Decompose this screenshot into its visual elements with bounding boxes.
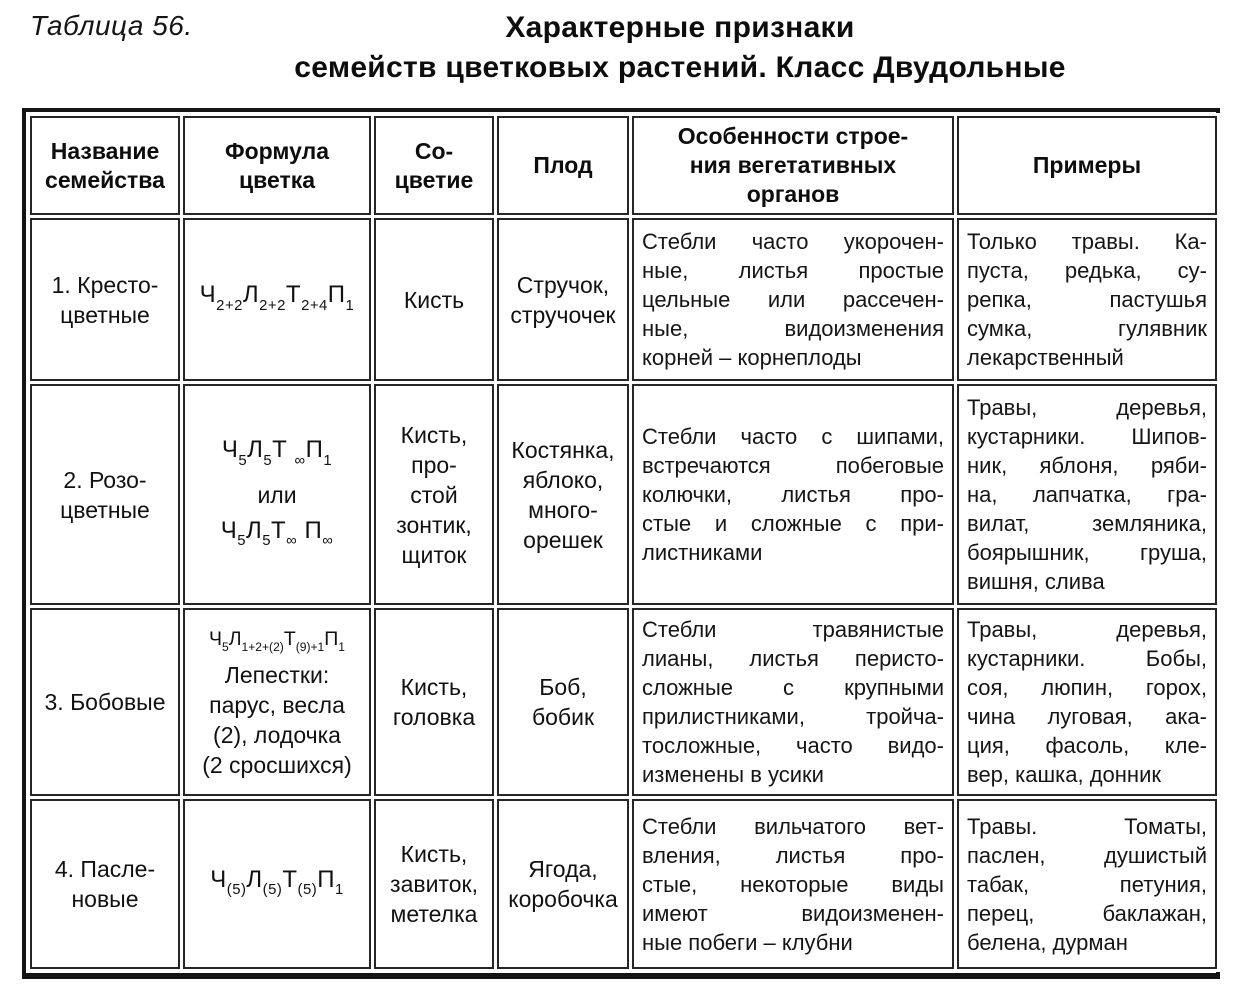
header-line: Плод	[533, 152, 593, 178]
cell-features-3	[632, 608, 954, 796]
header-line: органов	[746, 181, 840, 207]
cell-inflorescence-1	[374, 218, 494, 381]
family-line: 1. Кресто-	[51, 271, 159, 298]
cell-family-4	[30, 799, 180, 969]
features-line: цельные или рассечен-	[642, 287, 944, 312]
fruit-line: много-	[528, 496, 598, 523]
formula-line: или	[257, 481, 297, 508]
page-title-line1: Характерные признаки	[505, 11, 855, 44]
features-line: Стебли вильчатого вет-	[642, 813, 944, 839]
features-line: встречаются побеговые	[642, 453, 944, 478]
title-area	[0, 0, 1250, 104]
examples-line: чина луговая, ака-	[967, 704, 1207, 729]
header-line: семейства	[45, 166, 165, 193]
features-line: ные, листья простые	[642, 258, 944, 283]
fruit-line: орешек	[523, 526, 603, 553]
header-line: цветка	[238, 166, 316, 193]
examples-line: вилат, земляника,	[967, 511, 1207, 536]
cell-formula-4	[183, 799, 371, 969]
cell-examples-1	[957, 218, 1217, 381]
cell-features-2	[632, 384, 954, 605]
formula-line: $Ч_5Л_5Т_\infty$ $П_\infty$	[220, 516, 334, 550]
examples-line: паслен, душистый	[967, 842, 1207, 868]
fruit-line: стручочек	[510, 301, 616, 328]
examples-line: ция, фасоль, кле-	[967, 733, 1207, 758]
fruit-line: Стручок,	[516, 271, 610, 298]
examples-line: вишня, слива	[967, 569, 1105, 594]
examples-line: боярышник, груша,	[967, 540, 1207, 565]
features-line: корней – корнеплоды	[642, 345, 862, 370]
features-line: стые, некоторые виды	[642, 871, 944, 897]
table-header	[30, 116, 1217, 215]
features-line: Стебли часто с шипами,	[642, 424, 944, 449]
examples-line: Травы. Томаты,	[967, 813, 1207, 839]
column-header-fruit	[497, 116, 629, 215]
cell-examples-3	[957, 608, 1217, 796]
table-number-label: Таблица 56.	[30, 10, 193, 41]
examples-line: кустарники. Бобы,	[967, 646, 1207, 671]
header-line: Особенности строе-	[677, 123, 909, 149]
features-line: тосложные, часто видо-	[642, 733, 944, 758]
features-line: Стебли травянистые	[642, 617, 944, 642]
cell-inflorescence-4	[374, 799, 494, 969]
cell-inflorescence-3	[374, 608, 494, 796]
header-line: цветие	[394, 166, 474, 193]
header-line: Примеры	[1032, 152, 1142, 178]
header-line: Название	[50, 137, 160, 164]
formula-line: Лепестки:	[224, 662, 330, 689]
features-line: Стебли часто укорочен-	[642, 229, 944, 254]
cell-fruit-4	[497, 799, 629, 969]
column-header-inflorescence	[374, 116, 494, 215]
family-line: цветные	[60, 301, 150, 328]
family-line: новые	[71, 886, 139, 912]
examples-line: Травы, деревья,	[967, 395, 1207, 420]
examples-line: ник, яблоня, ряби-	[967, 453, 1207, 478]
formula-line: (2 сросшихся)	[202, 752, 352, 779]
formula-line: (2), лодочка	[213, 722, 341, 749]
formula-line: парус, весла	[209, 692, 345, 719]
inflorescence-line: Кисть,	[400, 674, 468, 700]
features-line: ные, видоизменения	[642, 316, 944, 341]
cell-features-1	[632, 218, 954, 381]
cell-family-2	[30, 384, 180, 605]
inflorescence-line: зонтик,	[396, 511, 472, 538]
cell-fruit-3	[497, 608, 629, 796]
inflorescence-line: головка	[392, 704, 476, 730]
inflorescence-line: про-	[411, 451, 457, 478]
inflorescence-line: щиток	[401, 541, 467, 568]
features-line: лианы, листья перисто-	[642, 646, 944, 671]
formula-line: $Ч_{(5)}Л_{(5)}Т_{(5)}П_1$	[210, 865, 344, 899]
examples-line: вер, кашка, донник	[967, 762, 1161, 787]
family-line: цветные	[60, 496, 150, 523]
examples-line: сумка, гулявник	[967, 316, 1207, 341]
column-header-features	[632, 116, 954, 215]
cell-formula-3	[183, 608, 371, 796]
examples-line: Травы, деревья,	[967, 617, 1207, 642]
header-row	[30, 116, 1217, 215]
table-row-3	[30, 608, 1217, 796]
cell-inflorescence-2	[374, 384, 494, 605]
table-outer-border	[22, 108, 1220, 979]
features-line: ные побеги – клубни	[642, 929, 853, 955]
inflorescence-line: Кисть	[403, 286, 465, 313]
table-row-2	[30, 384, 1217, 605]
features-line: прилистниками, тройча-	[642, 704, 944, 729]
features-line: колючки, листья про-	[642, 482, 944, 507]
features-line: сложные с крупными	[642, 675, 944, 700]
inflorescence-line: Кисть,	[400, 841, 468, 867]
cell-formula-1	[183, 218, 371, 381]
cell-formula-2	[183, 384, 371, 605]
examples-line: табак, петуния,	[967, 871, 1207, 897]
inflorescence-line: метелка	[390, 901, 478, 927]
header-line: Со-	[414, 137, 454, 164]
inflorescence-line: стой	[410, 481, 458, 508]
families-table	[27, 113, 1220, 972]
formula-line: $Ч_5Л_{1+2+(2)}Т_{(9)+1}П_1$	[208, 627, 346, 655]
column-header-examples	[957, 116, 1217, 215]
formula-line: $Ч_5Л_5Т$ $_\infty П_1$	[221, 435, 333, 469]
table-body	[30, 218, 1217, 969]
examples-line: Только травы. Ка-	[967, 229, 1207, 254]
cell-examples-2	[957, 384, 1217, 605]
features-line: листниками	[642, 540, 763, 565]
cell-examples-4	[957, 799, 1217, 969]
cell-family-3	[30, 608, 180, 796]
examples-line: перец, баклажан,	[967, 900, 1207, 926]
family-line: 3. Бобовые	[44, 689, 166, 715]
fruit-line: бобик	[531, 704, 595, 730]
examples-line: на, лапчатка, гра-	[967, 482, 1207, 507]
fruit-line: коробочка	[508, 886, 618, 912]
header-line: ния вегетативных	[689, 152, 897, 178]
examples-line: пуста, редька, су-	[967, 258, 1207, 283]
family-line: 2. Розо-	[63, 466, 147, 493]
features-line: изменены в усики	[642, 762, 824, 787]
cell-family-1	[30, 218, 180, 381]
header-line: Формула	[224, 137, 330, 164]
cell-fruit-2	[497, 384, 629, 605]
fruit-line: яблоко,	[522, 466, 604, 493]
page-title-line2: семейств цветковых растений. Класс Двудольные	[294, 51, 1066, 84]
inflorescence-line: завиток,	[390, 871, 478, 897]
examples-line: репка, пастушья	[967, 287, 1207, 312]
features-line: имеют видоизменен-	[642, 900, 944, 926]
table-row-4	[30, 799, 1217, 969]
cell-fruit-1	[497, 218, 629, 381]
formula-line: $Ч_{2+2}Л_{2+2}Т_{2+4}П_1$	[199, 281, 355, 314]
examples-line: кустарники. Шипов-	[967, 424, 1207, 449]
inflorescence-line: Кисть,	[400, 421, 468, 448]
features-line: вления, листья про-	[642, 842, 944, 868]
fruit-line: Ягода,	[528, 856, 598, 882]
family-line: 4. Пасле-	[54, 856, 156, 882]
examples-line: белена, дурман	[967, 929, 1128, 955]
fruit-line: Боб,	[539, 674, 587, 700]
features-line: стые и сложные с при-	[642, 511, 944, 536]
column-header-family	[30, 116, 180, 215]
cell-features-4	[632, 799, 954, 969]
table-row-1	[30, 218, 1217, 381]
examples-line: лекарственный	[967, 345, 1124, 370]
fruit-line: Костянка,	[511, 436, 615, 463]
examples-line: соя, люпин, горох,	[967, 675, 1207, 700]
column-header-formula	[183, 116, 371, 215]
